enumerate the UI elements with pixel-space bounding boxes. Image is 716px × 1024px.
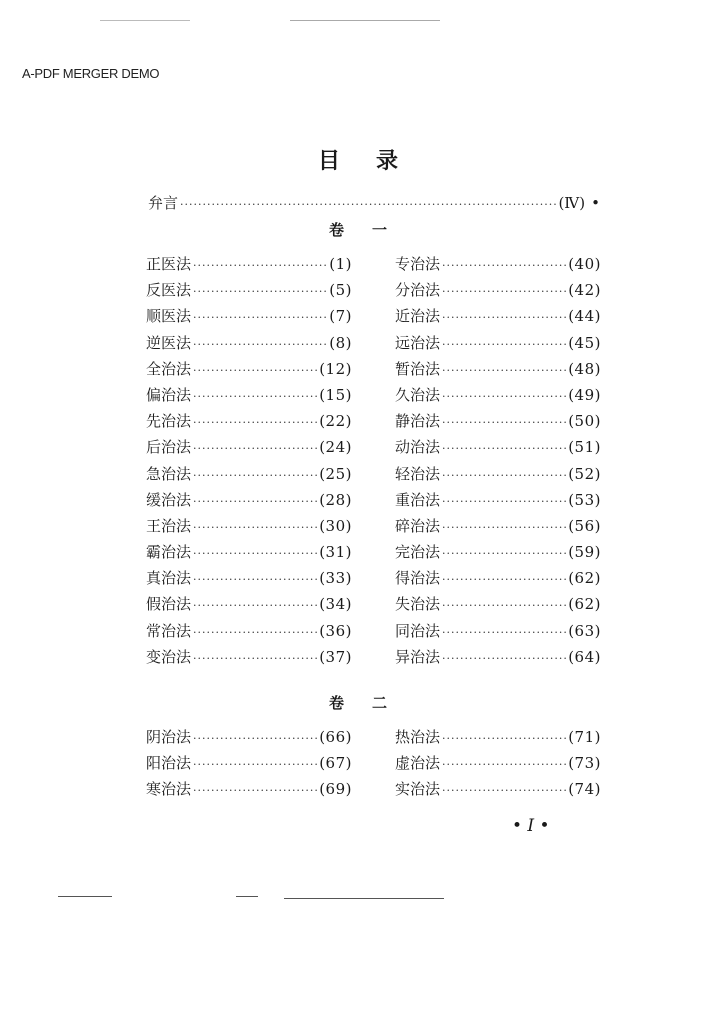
toc-entry-name: 逆医法	[146, 333, 192, 352]
leader-dots	[193, 259, 327, 272]
toc-entry[interactable]	[395, 305, 601, 331]
leader-dots	[442, 573, 566, 586]
leader-dots	[442, 416, 566, 429]
leader-dots	[193, 416, 317, 429]
leader-dots	[180, 198, 556, 211]
toc-entry-name: 分治法	[395, 281, 441, 300]
toc-entry-page: (67)	[319, 754, 352, 773]
toc-entry[interactable]	[146, 384, 352, 410]
toc-entry[interactable]	[395, 410, 601, 436]
toc-entry-page: (28)	[319, 490, 352, 509]
toc-entry[interactable]	[146, 305, 352, 331]
toc-entry[interactable]	[146, 515, 352, 541]
volume-heading-2: 卷二	[328, 694, 415, 712]
leader-dots	[193, 338, 327, 351]
toc-entry-page: (33)	[319, 569, 352, 588]
toc-entry-name: 碎治法	[395, 516, 441, 535]
toc-entry[interactable]	[146, 489, 352, 515]
toc-entry-page: (31)	[319, 543, 352, 562]
toc-entry-name: 阴治法	[146, 728, 192, 746]
toc-entry-name: 虚治法	[395, 754, 441, 773]
leader-dots	[442, 521, 566, 534]
leader-dots	[193, 469, 317, 482]
toc-entry[interactable]	[146, 463, 352, 489]
toc-entry[interactable]	[146, 279, 352, 305]
toc-entry[interactable]	[146, 620, 352, 646]
toc-entry-page: (1)	[329, 255, 352, 273]
leader-dots	[442, 652, 566, 665]
scan-artifact-line	[290, 20, 440, 21]
leader-dots	[442, 390, 566, 403]
watermark-text: A-PDF MERGER DEMO	[22, 66, 160, 81]
scan-artifact-line	[284, 898, 444, 899]
toc-entry-page: (25)	[319, 464, 352, 483]
leader-dots	[193, 599, 317, 612]
toc-entry[interactable]	[395, 358, 601, 384]
toc-entry-page: (50)	[568, 412, 601, 431]
toc-entry-page: (12)	[319, 359, 352, 378]
toc-entry-page: (45)	[568, 333, 601, 352]
toc-entry-page: (24)	[319, 438, 352, 457]
toc-entry-name: 偏治法	[146, 385, 192, 404]
toc-entry-page: (15)	[319, 385, 352, 404]
toc-entry-page: (37)	[319, 647, 352, 666]
page-title: 目录	[317, 148, 434, 174]
leader-dots	[442, 626, 566, 639]
toc-entry[interactable]	[395, 253, 601, 279]
leader-dots	[193, 311, 327, 324]
toc-entry[interactable]	[395, 726, 601, 752]
toc-column-right	[395, 253, 601, 672]
toc-entry-name: 暂治法	[395, 359, 441, 378]
toc-entry[interactable]	[146, 726, 352, 752]
scan-artifact-line	[236, 896, 258, 897]
toc-entry-name: 动治法	[395, 438, 441, 457]
leader-dots	[442, 758, 566, 771]
preface-entry[interactable]	[148, 192, 600, 213]
toc-entry-name: 同治法	[395, 621, 441, 640]
toc-entry-name: 后治法	[146, 438, 192, 457]
toc-entry-name: 王治法	[146, 516, 192, 535]
leader-dots	[442, 364, 566, 377]
toc-entry-name: 专治法	[395, 255, 441, 273]
toc-entry-page: (5)	[329, 281, 352, 300]
toc-entry[interactable]	[395, 752, 601, 778]
leader-dots	[193, 495, 317, 508]
leader-dots	[442, 259, 566, 272]
leader-dots	[193, 390, 317, 403]
toc-entry-name: 得治法	[395, 569, 441, 588]
toc-entry-name: 失治法	[395, 595, 441, 614]
toc-entry[interactable]	[146, 358, 352, 384]
toc-entry-page: (7)	[329, 307, 352, 326]
leader-dots	[193, 626, 317, 639]
toc-entry-name: 远治法	[395, 333, 441, 352]
toc-entry-name: 静治法	[395, 412, 441, 431]
toc-entry-page: (42)	[568, 281, 601, 300]
toc-entry-page: (40)	[568, 255, 601, 273]
leader-dots	[193, 547, 317, 560]
preface-page: (Ⅳ)	[558, 194, 586, 212]
toc-entry[interactable]	[146, 646, 352, 672]
toc-entry[interactable]	[395, 279, 601, 305]
toc-entry[interactable]	[146, 253, 352, 279]
toc-entry-page: (34)	[319, 595, 352, 614]
toc-entry-page: (63)	[568, 621, 601, 640]
preface-name: 弁言	[148, 194, 179, 212]
preface-bullet: •	[591, 194, 600, 212]
leader-dots	[193, 758, 317, 771]
leader-dots	[442, 442, 566, 455]
toc-entry[interactable]	[395, 332, 601, 358]
leader-dots	[442, 338, 566, 351]
leader-dots	[193, 784, 317, 797]
toc-entry-page: (49)	[568, 385, 601, 404]
toc-entry-name: 正医法	[146, 255, 192, 273]
toc-entry-page: (64)	[568, 647, 601, 666]
toc-entry-name: 霸治法	[146, 543, 192, 562]
toc-entry[interactable]	[395, 593, 601, 619]
toc-entry-name: 先治法	[146, 412, 192, 431]
leader-dots	[193, 521, 317, 534]
toc-entry[interactable]	[146, 436, 352, 462]
leader-dots	[193, 364, 317, 377]
toc-entry[interactable]	[395, 620, 601, 646]
toc-entry-name: 急治法	[146, 464, 192, 483]
toc-entry-page: (52)	[568, 464, 601, 483]
toc-entry-page: (30)	[319, 516, 352, 535]
leader-dots	[193, 573, 317, 586]
toc-entry-page: (66)	[319, 728, 352, 746]
toc-entry-name: 轻治法	[395, 464, 441, 483]
toc-entry-page: (8)	[329, 333, 352, 352]
toc-entry[interactable]	[146, 332, 352, 358]
toc-entry[interactable]	[395, 384, 601, 410]
toc-entry[interactable]	[395, 646, 601, 672]
toc-entry[interactable]	[146, 567, 352, 593]
toc-entry-page: (69)	[319, 780, 352, 799]
toc-entry-name: 久治法	[395, 385, 441, 404]
toc-entry-name: 假治法	[146, 595, 192, 614]
toc-entry-name: 实治法	[395, 780, 441, 799]
toc-entry-name: 变治法	[146, 647, 192, 666]
page-folio: • I •	[512, 816, 550, 836]
leader-dots	[193, 652, 317, 665]
toc-entry-page: (62)	[568, 595, 601, 614]
toc-entry-name: 阳治法	[146, 754, 192, 773]
toc-entry-name: 异治法	[395, 647, 441, 666]
leader-dots	[442, 285, 566, 298]
leader-dots	[193, 442, 317, 455]
toc-entry-name: 常治法	[146, 621, 192, 640]
toc-entry-name: 寒治法	[146, 780, 192, 799]
toc-column-left	[146, 726, 352, 805]
toc-entry-name: 热治法	[395, 728, 441, 746]
leader-dots	[442, 599, 566, 612]
leader-dots	[442, 469, 566, 482]
scan-artifact-line	[100, 20, 190, 21]
leader-dots	[193, 285, 327, 298]
toc-entry-name: 缓治法	[146, 490, 192, 509]
leader-dots	[442, 784, 566, 797]
toc-entry-page: (36)	[319, 621, 352, 640]
toc-column-right	[395, 726, 601, 805]
toc-entry-name: 顺医法	[146, 307, 192, 326]
toc-entry-page: (71)	[568, 728, 601, 746]
toc-entry-page: (53)	[568, 490, 601, 509]
toc-entry[interactable]	[395, 463, 601, 489]
volume-heading-1: 卷一	[328, 221, 415, 239]
toc-entry-page: (62)	[568, 569, 601, 588]
toc-entry-name: 反医法	[146, 281, 192, 300]
toc-entry[interactable]	[395, 489, 601, 515]
toc-entry-name: 重治法	[395, 490, 441, 509]
toc-entry-page: (44)	[568, 307, 601, 326]
toc-column-left	[146, 253, 352, 672]
toc-entry[interactable]	[146, 593, 352, 619]
toc-entry[interactable]	[395, 541, 601, 567]
toc-entry[interactable]	[146, 541, 352, 567]
toc-entry-page: (73)	[568, 754, 601, 773]
toc-entry-page: (74)	[568, 780, 601, 799]
toc-entry-name: 近治法	[395, 307, 441, 326]
toc-entry[interactable]	[395, 515, 601, 541]
scan-artifact-line	[58, 896, 112, 897]
toc-entry-page: (22)	[319, 412, 352, 431]
leader-dots	[442, 732, 566, 745]
toc-entry[interactable]	[146, 778, 352, 804]
leader-dots	[193, 732, 317, 745]
toc-entry[interactable]	[146, 752, 352, 778]
toc-entry[interactable]	[395, 778, 601, 804]
toc-entry-name: 完治法	[395, 543, 441, 562]
leader-dots	[442, 495, 566, 508]
toc-entry-name: 真治法	[146, 569, 192, 588]
leader-dots	[442, 547, 566, 560]
leader-dots	[442, 311, 566, 324]
toc-entry[interactable]	[146, 410, 352, 436]
toc-entry[interactable]	[395, 436, 601, 462]
toc-entry-page: (59)	[568, 543, 601, 562]
toc-entry-name: 全治法	[146, 359, 192, 378]
toc-entry[interactable]	[395, 567, 601, 593]
toc-entry-page: (56)	[568, 516, 601, 535]
toc-entry-page: (48)	[568, 359, 601, 378]
toc-entry-page: (51)	[568, 438, 601, 457]
